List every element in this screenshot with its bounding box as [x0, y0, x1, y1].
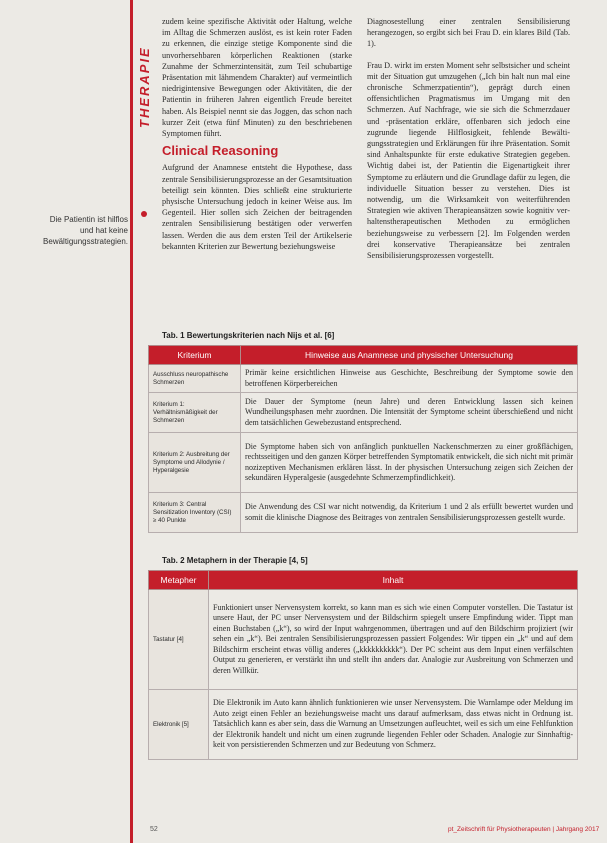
finding-cell: Die Anwendung des CSI war nicht notwendig, da Kriterium 1 und 2 als erfüllt bewertet wurden und somit die klinische Diagnose des Beitrages von zentralen Sensibilisierungsprozessen gestellt wurde. [241, 493, 578, 533]
table-row [149, 365, 578, 393]
text-column-left [162, 16, 352, 254]
margin-note: Die Patientin ist hilflos und hat keine Bewältigungsstrategien. [43, 215, 128, 246]
journal-footer: pt_Zeitschrift für Physiotherapeuten | Jahrgang 2017 [448, 826, 600, 833]
table-caption: Tab. 1 Bewertungskriterien nach Nijs et al. [6] [162, 331, 335, 340]
paragraph: Frau D. wirkt im ersten Moment sehr selbstsicher und scheint mit der Situation gut umzugehen („Ich bin halt nun mal eine chronische Schmerzpatientin“), geprägt durch einen offensichtlichen Pragmatismus im Umgang mit den Schmerzen. Auf Nachfrage, wie sie sich die Schmerzdauer und -präsentation erkläre, offenbaren sich jedoch eine zugrunde liegende Hilflosigkeit, fehlende Bewältigungsstrategien und Erklärungen für ihre Präsentation. Somit sind Anhaltspunkte für erste edukative Strategien gegeben. Wichtig dabei ist, der Patientin die Eigenartigkeit ihrer Symptome zu erläutern und die Grundlage dafür zu legen, die individuelle Situation besser zu verstehen. Dies ist notwendig, um die Wirksamkeit von weiterführenden Strategien wie aktiven Therapieansätzen sowie kognitiv verhaltenstherapeutischen Methoden zu ermöglichen beziehungsweise zu verbessern [2]. Im Folgenden werden drei konservative Therapieansätze bei zentralen Sensibilisierungsprozessen vorgestellt. [367, 60, 570, 261]
paragraph: Diagnosestellung einer zentralen Sensibilisierung herangezogen, so ergibt sich bei Frau D. ein klares Bild (Tab. 1). [367, 17, 570, 49]
column-header: Kriterium [149, 346, 241, 365]
column-header: Metapher [149, 571, 209, 590]
finding-cell: Primär keine ersichtlichen Hinweise aus Geschichte, Beschreibung der Symptome sowie den betroffenen Körperbereichen [241, 365, 578, 393]
criterion-cell: Kriterium 2: Ausbreitung der Symptome und Allodynie / Hyperalgesie [149, 433, 241, 493]
table-row [149, 493, 578, 533]
finding-cell: Die Dauer der Symptome (neun Jahre) und deren Entwicklung lassen sich keinen Wundheilungsphasen mehr zuordnen. Die Intensität der Symptome scheint überschießend und nicht dem tatsächlichen Gewebezustand entsprechend. [241, 393, 578, 433]
paragraph: zudem keine spezifische Aktivität oder Haltung, welche im Alltag die Schmerzen auslöst, es ist kein roter Faden zu erkennen, die einzige stetige Komponente sind die unvorhersehbaren körperlichen Reaktionen (starke Zunahme der Schmerzintensität, zum Teil schubartige Präsentation mit lähmendem Charakter) auf vermeintlich niedrigintensive Bewegungen oder Aktivitäten, die der Patientin in früheren Jahren eigentlich Freude bereitet haben. Als Beispiel nennt sie das Joggen, das schon nach kurzer Zeit (etwa fünf Minuten) zu den beschriebenen Symptomen führt. [162, 17, 352, 139]
metaphor-cell: Tastatur [4] [149, 590, 209, 690]
page-number: 52 [150, 826, 158, 833]
content-cell: Die Elektronik im Auto kann ähnlich funktionieren wie unser Nervensystem. Die Warnlampe oder Meldung im Auto zeigt einen Fehler an beziehungsweise macht uns darauf aufmerksam, dass etwas nicht in Ordnung ist. Tatsächlich kann es aber sein, dass die Warnung an Umsetzungen aufleuchtet, weil es sich um eine Fehlfunktion der Elektronik handelt und nicht um einen zugrunde liegenden Fehler oder Schaden. Analogie zur Sinnhaftigkeit von persistierenden Schmerzen und zur Bedeutung von Schmerz. [209, 690, 578, 760]
criterion-cell: Kriterium 3: Central Sensitization Inventory (CSI) ≥ 40 Punkte [149, 493, 241, 533]
metaphor-cell: Elektronik [5] [149, 690, 209, 760]
finding-cell: Die Symptome haben sich von anfänglich punktuellen Nackenschmerzen zu einer großflächigen, rechtsseitigen und den ganzen Körper betreffenden Symptomatik entwickelt, die sich nicht mit primär nozizeptiven Mechanismen erklären lässt. In der physischen Untersuchung zeigen sich Zeichen der sekundären Hyperalgesie (ausgedehnte Schmerzempfindlichkeit). [241, 433, 578, 493]
section-label: THERAPIE [137, 46, 152, 128]
table-row [149, 433, 578, 493]
text-column-right [367, 16, 570, 263]
table-row [149, 690, 578, 760]
margin-bullet-icon [141, 211, 147, 217]
section-rule [130, 0, 133, 843]
table-caption: Tab. 2 Metaphern in der Therapie [4, 5] [162, 556, 308, 565]
table-header-row [149, 346, 578, 365]
paragraph: Aufgrund der Anamnese entsteht die Hypothese, dass zentrale Sensibilisierungsprozesse an der Gesamtsituation beteiligt sein könnten. Dies schließt eine strukturierte physische Untersuchung jedoch in keiner Weise aus. Im Gegenteil. Hier sollen sich Zeichen der beitragenden zentralen Sensibilisierung bestätigen oder verwerfen lassen. Werden die aus dem ersten Teil der Artikelserie bekannten Kriterien zur Bewertung beziehungsweise [162, 163, 352, 251]
table-row [149, 393, 578, 433]
column-header: Inhalt [209, 571, 578, 590]
table-header-row [149, 571, 578, 590]
section-heading: Clinical Reasoning [162, 143, 279, 159]
column-header: Hinweise aus Anamnese und physischer Untersuchung [241, 346, 578, 365]
content-cell: Funktioniert unser Nervensystem korrekt, so kann man es sich wie einen Computer vorstellen. Die Tastatur ist unsere Haut, der PC unser Nervensystem und der Bildschirm spiegelt unsere Empfindung wider. Tippt man einen Buchstaben („k“), so wird der Input wahrgenommen, übertragen und auf den Bildschirm projiziert (wir sehen ein „k“). Bei zentralen Sensibilisierungsprozessen passiert Folgendes: Wir tippen ein „k“ und auf dem Bildschirm erscheint etwas völlig anderes („kkkkkkkkkk“). Der PC scheint aus dem Input einen verfälschten Output zu generieren, er verstärkt ihn und stellt ihn anders dar. Analogie zur Ausbreitung von Schmerzen und deren Willkür. [209, 590, 578, 690]
criterion-cell: Ausschluss neuropathische Schmerzen [149, 365, 241, 393]
criteria-table [148, 345, 578, 533]
table-row [149, 590, 578, 690]
criterion-cell: Kriterium 1: Verhältnismäßigkeit der Schmerzen [149, 393, 241, 433]
metaphor-table [148, 570, 578, 760]
